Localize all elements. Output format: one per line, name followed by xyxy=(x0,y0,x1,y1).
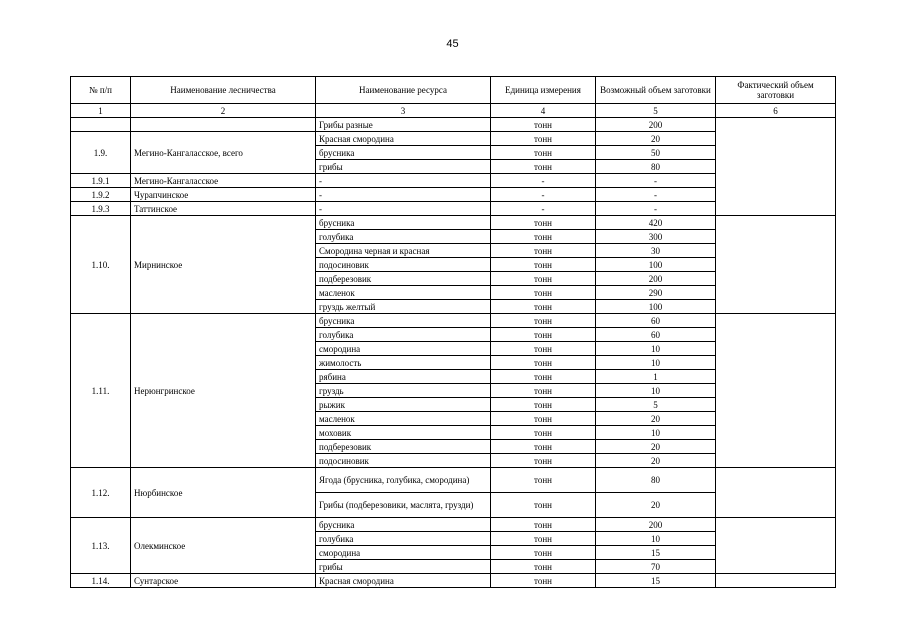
resource-name: груздь xyxy=(316,384,491,398)
unit: тонн xyxy=(491,118,596,132)
unit: тонн xyxy=(491,314,596,328)
resource-name: голубика xyxy=(316,230,491,244)
resource-name: подосиновик xyxy=(316,454,491,468)
possible-volume: 20 xyxy=(596,412,716,426)
resource-name: Ягода (брусника, голубика, смородина) xyxy=(316,468,491,493)
resource-name: подосиновик xyxy=(316,258,491,272)
resource-name: - xyxy=(316,174,491,188)
resource-name: смородина xyxy=(316,342,491,356)
possible-volume: 10 xyxy=(596,532,716,546)
resource-name: брусника xyxy=(316,314,491,328)
unit: тонн xyxy=(491,244,596,258)
forestry-name xyxy=(131,118,316,132)
row-number: 1.9.1 xyxy=(71,174,131,188)
resource-name: брусника xyxy=(316,216,491,230)
unit: тонн xyxy=(491,384,596,398)
possible-volume: 420 xyxy=(596,216,716,230)
row-number: 1.14. xyxy=(71,574,131,588)
resource-name: голубика xyxy=(316,328,491,342)
resource-name: жимолость xyxy=(316,356,491,370)
unit: тонн xyxy=(491,560,596,574)
column-number: 4 xyxy=(491,104,596,118)
column-number-row xyxy=(71,104,836,118)
possible-volume: 290 xyxy=(596,286,716,300)
forestry-name: Нюрбинское xyxy=(131,468,316,518)
possible-volume: 10 xyxy=(596,426,716,440)
possible-volume: 70 xyxy=(596,560,716,574)
unit: тонн xyxy=(491,426,596,440)
resource-name: масленок xyxy=(316,412,491,426)
possible-volume: 30 xyxy=(596,244,716,258)
possible-volume: 10 xyxy=(596,356,716,370)
resource-name: Смородина черная и красная xyxy=(316,244,491,258)
unit: тонн xyxy=(491,342,596,356)
possible-volume: 100 xyxy=(596,300,716,314)
unit: - xyxy=(491,174,596,188)
unit: - xyxy=(491,202,596,216)
table-row xyxy=(71,468,836,493)
table-row xyxy=(71,216,836,230)
header-actual-volume: Фактический объем заготовки xyxy=(716,77,836,104)
column-number: 2 xyxy=(131,104,316,118)
unit: - xyxy=(491,188,596,202)
row-number: 1.12. xyxy=(71,468,131,518)
column-number: 1 xyxy=(71,104,131,118)
resource-name: голубика xyxy=(316,532,491,546)
resource-name: грибы xyxy=(316,560,491,574)
unit: тонн xyxy=(491,216,596,230)
row-number: 1.10. xyxy=(71,216,131,314)
row-number: 1.9. xyxy=(71,132,131,174)
column-number: 3 xyxy=(316,104,491,118)
resource-name: - xyxy=(316,188,491,202)
unit: тонн xyxy=(491,146,596,160)
possible-volume: 20 xyxy=(596,132,716,146)
possible-volume: 80 xyxy=(596,468,716,493)
forestry-name: Таттинское xyxy=(131,202,316,216)
possible-volume: - xyxy=(596,188,716,202)
possible-volume: 100 xyxy=(596,258,716,272)
resource-name: рыжик xyxy=(316,398,491,412)
table-row xyxy=(71,118,836,132)
possible-volume: 200 xyxy=(596,118,716,132)
possible-volume: 20 xyxy=(596,493,716,518)
unit: тонн xyxy=(491,286,596,300)
unit: тонн xyxy=(491,493,596,518)
header-unit: Единица измерения xyxy=(491,77,596,104)
row-number: 1.11. xyxy=(71,314,131,468)
possible-volume: 60 xyxy=(596,314,716,328)
resource-name: грибы xyxy=(316,160,491,174)
possible-volume: 80 xyxy=(596,160,716,174)
forestry-name: Чурапчинское xyxy=(131,188,316,202)
row-number: 1.13. xyxy=(71,518,131,574)
header-possible-volume: Возможный объем заготовки xyxy=(596,77,716,104)
column-number: 5 xyxy=(596,104,716,118)
unit: тонн xyxy=(491,272,596,286)
resource-name: Красная смородина xyxy=(316,132,491,146)
actual-volume xyxy=(716,574,836,588)
possible-volume: 200 xyxy=(596,518,716,532)
possible-volume: 300 xyxy=(596,230,716,244)
resource-name: Грибы разные xyxy=(316,118,491,132)
resource-name: Красная смородина xyxy=(316,574,491,588)
header-forestry: Наименование лесничества xyxy=(131,77,316,104)
table-row xyxy=(71,574,836,588)
unit: тонн xyxy=(491,546,596,560)
resource-name: моховик xyxy=(316,426,491,440)
unit: тонн xyxy=(491,454,596,468)
unit: тонн xyxy=(491,532,596,546)
resource-name: брусника xyxy=(316,146,491,160)
unit: тонн xyxy=(491,160,596,174)
row-number xyxy=(71,118,131,132)
possible-volume: 15 xyxy=(596,574,716,588)
unit: тонн xyxy=(491,132,596,146)
resource-name: рябина xyxy=(316,370,491,384)
resource-name: - xyxy=(316,202,491,216)
unit: тонн xyxy=(491,300,596,314)
forestry-name: Мегино-Кангаласское xyxy=(131,174,316,188)
table-row xyxy=(71,314,836,328)
header-resource: Наименование ресурса xyxy=(316,77,491,104)
unit: тонн xyxy=(491,398,596,412)
unit: тонн xyxy=(491,440,596,454)
possible-volume: 15 xyxy=(596,546,716,560)
forestry-name: Сунтарское xyxy=(131,574,316,588)
forestry-name: Олекминское xyxy=(131,518,316,574)
possible-volume: 5 xyxy=(596,398,716,412)
table-row xyxy=(71,518,836,532)
unit: тонн xyxy=(491,230,596,244)
row-number: 1.9.3 xyxy=(71,202,131,216)
row-number: 1.9.2 xyxy=(71,188,131,202)
forestry-name: Мегино-Кангаласское, всего xyxy=(131,132,316,174)
table-header-row xyxy=(71,77,836,104)
unit: тонн xyxy=(491,356,596,370)
resource-name: масленок xyxy=(316,286,491,300)
header-number: № п/п xyxy=(71,77,131,104)
resource-name: подберезовик xyxy=(316,440,491,454)
actual-volume xyxy=(716,216,836,314)
unit: тонн xyxy=(491,412,596,426)
forestry-name: Нерюнгринское xyxy=(131,314,316,468)
column-number: 6 xyxy=(716,104,836,118)
actual-volume xyxy=(716,518,836,574)
unit: тонн xyxy=(491,328,596,342)
possible-volume: 1 xyxy=(596,370,716,384)
possible-volume: 20 xyxy=(596,440,716,454)
actual-volume xyxy=(716,118,836,216)
actual-volume xyxy=(716,314,836,468)
resource-table xyxy=(70,76,836,588)
unit: тонн xyxy=(491,574,596,588)
possible-volume: 10 xyxy=(596,384,716,398)
possible-volume: 200 xyxy=(596,272,716,286)
possible-volume: - xyxy=(596,174,716,188)
page-number: 45 xyxy=(446,38,459,50)
resource-name: брусника xyxy=(316,518,491,532)
resource-name: подберезовик xyxy=(316,272,491,286)
unit: тонн xyxy=(491,518,596,532)
resource-name: смородина xyxy=(316,546,491,560)
resource-name: груздь желтый xyxy=(316,300,491,314)
possible-volume: 60 xyxy=(596,328,716,342)
resource-name: Грибы (подберезовики, маслята, грузди) xyxy=(316,493,491,518)
possible-volume: - xyxy=(596,202,716,216)
possible-volume: 20 xyxy=(596,454,716,468)
possible-volume: 50 xyxy=(596,146,716,160)
unit: тонн xyxy=(491,468,596,493)
actual-volume xyxy=(716,468,836,518)
unit: тонн xyxy=(491,258,596,272)
unit: тонн xyxy=(491,370,596,384)
forestry-name: Мирнинское xyxy=(131,216,316,314)
possible-volume: 10 xyxy=(596,342,716,356)
